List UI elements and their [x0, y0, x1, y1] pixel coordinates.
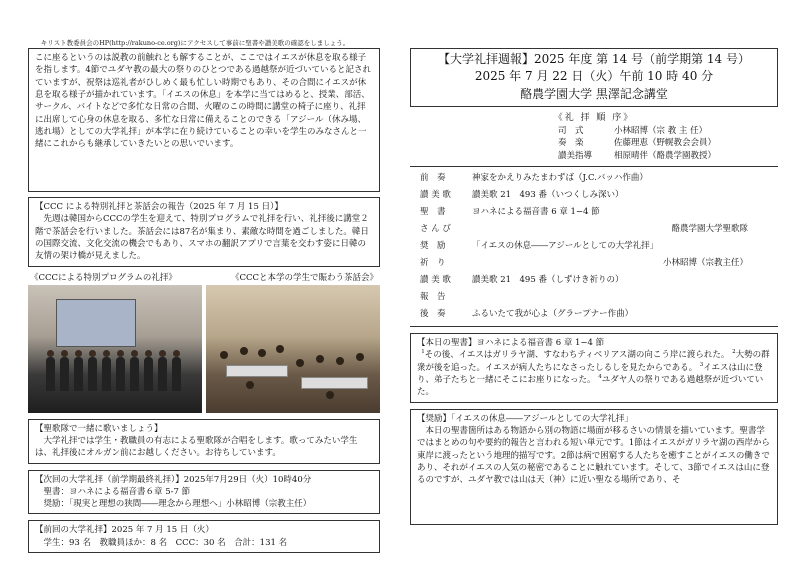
program-value: 「イエスの休息――アジールとしての大学礼拝」 [472, 241, 659, 252]
person [60, 357, 69, 391]
bulletin-datetime: 2025 年 7 月 22 日（火）午前 10 時 40 分 [474, 69, 714, 84]
program-value: 讃美歌 21 495 番（しずけき祈りの） [472, 275, 624, 286]
program-label: 後 奏 [420, 309, 446, 320]
staff-name: 相原晴伴（酪農学園教授） [614, 150, 717, 161]
verse-number: 1 [421, 349, 425, 356]
scripture-box [410, 333, 778, 403]
program-label: 前 奏 [420, 173, 446, 184]
program-label: 報 告 [420, 292, 446, 303]
person [158, 357, 167, 391]
photo-caption-tea: 《CCCと本学の学生で賑わう茶話会》 [230, 272, 378, 283]
program-value: 讃美歌 21 493 番（いつくしみ深い） [472, 190, 624, 201]
sermon-title: 【奨励】「イエスの休息――アジールとしての大学礼拝」 [417, 413, 633, 424]
table [301, 377, 368, 389]
staff-row [558, 137, 778, 149]
person [116, 357, 125, 391]
person [356, 353, 364, 361]
program-value: ふるいたて我が心よ（グラープナー作曲） [472, 309, 634, 320]
table [226, 365, 288, 377]
bulletin-venue: 酪農学園大学 黒澤記念講堂 [520, 86, 668, 101]
person [102, 357, 111, 391]
right-page [410, 48, 778, 548]
staff-role: 奏 楽 [558, 138, 584, 149]
program-row [410, 187, 778, 204]
person [326, 391, 334, 399]
tea-party-photo [206, 285, 380, 413]
person [336, 357, 344, 365]
sermon-box [410, 409, 778, 525]
intro-text: こに座るというのは説教の前触れとも解することが、ここではイエスが休息を取る様子を指します。4節でユダヤ教の最大の祭りのひとつである過越祭が近づいていると記されていますが、祝祭は巡礼者がひしめく最も忙しい時期でもあり、その合間にイエスが休息を取る様子が描かれています。「イエスの休息」を本学に当てはめると、授業、部活、サークル、バイトなどで多忙な日常の合間、火曜のこの時間に講堂の椅子に座り、礼拝に出席して心身の休息を取る、多忙な日常に備えることのできる「アジール（休み場、逃れ場）としての大学礼拝」が本学に在り続けていることの幸いを学生のみなさんと一緒にこれからも継承していきたいとの思いでいます。 [35, 53, 372, 150]
photo-row [28, 285, 380, 413]
program-row [410, 289, 778, 306]
person [276, 345, 284, 353]
next-worship-title: 【次回の大学礼拝（前学期最終礼拝）】2025年7月29日（火）10時40分 [35, 474, 312, 485]
person [316, 355, 324, 363]
program-label: 祈 り [420, 258, 446, 269]
order-heading: 《礼 拝 順 序》 [553, 113, 635, 124]
program-value [472, 289, 778, 306]
intro-box [28, 48, 380, 192]
program-row [410, 255, 778, 272]
sermon-body: 本日の聖書箇所はある物語から別の物語に場面が移るさいの情景を描いています。聖書学ではまとめの句や要約的報告と言われる短い単元です。1節はイエスがガリラヤ湖の西岸から東岸に渡ったという地理的描写です。2節は病で困窮する人たちを癒すことがイエスの働きであり、それがイエスの人気の秘密であることに触れています。そして、3節でイエスは山に登るのですが、ユダヤ教では山は天（神）に近い聖なる場所であり、そ [417, 425, 770, 486]
verse-1: その後、イエスはガリラヤ湖、すなわちティベリアス湖の向こう岸に渡られた。 [424, 350, 730, 361]
program-row [410, 238, 778, 255]
ccc-report-title: 【CCC による特別礼拝と茶話会の報告（2025 年 7 月 15 日）】 [35, 202, 283, 212]
program-value: 小林昭博（宗教主任） [662, 258, 748, 269]
choir-box [28, 419, 380, 464]
photo-captions [30, 271, 378, 283]
ccc-report-body: 先週は韓国からCCCの学生を迎えて、特別プログラムで礼拝を行い、礼拝後に講堂２階で茶話会を行いました。茶話会には87名が集まり、素敵な時間を過ごしました。韓日の国際交流、文化交流の機会でもあり、スマホの翻訳アプリで言葉を交わす姿に日韓の友情の架け橋が見えました。 [35, 214, 369, 262]
next-worship-box [28, 470, 380, 515]
program-value: 酪農学園大学聖歌隊 [671, 224, 748, 235]
program-row [410, 170, 778, 187]
prev-worship-box [28, 520, 380, 553]
scripture-title: 【本日の聖書】ヨハネによる福音書 6 章 1−4 節 [417, 338, 605, 349]
program-label: さ ん び [420, 224, 451, 235]
staff-row [558, 150, 778, 162]
program-row [410, 306, 778, 323]
person [258, 349, 266, 357]
projection-screen [56, 299, 136, 347]
staff-role: 讃美指導 [558, 150, 593, 161]
ccc-report-box [28, 197, 380, 267]
header-note: キリスト教委員会のHP(http://rakuno-ce.org)にアクセスして事前に聖書や讃美歌の確認をしましょう。 [40, 39, 350, 47]
staff-role: 司 式 [558, 126, 584, 137]
photo-caption-worship: 《CCCによる特別プログラムの礼拝》 [30, 272, 177, 283]
program-label: 讃 美 歌 [420, 190, 451, 201]
staff-row [558, 125, 778, 137]
person [246, 381, 254, 389]
person [130, 357, 139, 391]
next-worship-sermon: 奨励：「現実と理想の狭間――理念から理想へ」小林昭博（宗教主任） [43, 499, 312, 510]
program-row [410, 272, 778, 289]
bulletin-title-box [410, 48, 778, 107]
person [74, 357, 83, 391]
verse-2: 大勢の群衆が後を追った。イエスが病人たちになさったしるしを見たからである。 [417, 350, 770, 373]
person [88, 357, 97, 391]
staff-name: 小林昭博（宗 教 主 任） [614, 126, 708, 137]
verse-number: 4 [598, 374, 602, 381]
program-row [410, 221, 778, 238]
program-value: ヨハネによる福音書 6 章 1−4 節 [472, 207, 600, 218]
choir-body: 大学礼拝では学生・教職員の有志による聖歌隊が合唱をします。歌ってみたい学生は、礼拝後にオルガン前にお越しください。お待ちしています。 [35, 435, 358, 459]
worship-photo [28, 285, 202, 413]
prev-worship-title: 【前回の大学礼拝】2025 年 7 月 15 日（火） [35, 525, 214, 536]
scripture-text [417, 349, 771, 398]
program-list [410, 166, 778, 327]
program-label: 奨 励 [420, 241, 446, 252]
verse-number: 2 [732, 349, 736, 356]
verse-3: イエスは山に登り、弟子たちと一緒にそこにお座りになった。 [417, 362, 763, 386]
person [240, 347, 248, 355]
bulletin-title: 【大学礼拝週報】2025 年度 第 14 号（前学期第 14 号） [438, 52, 750, 66]
left-page [28, 48, 380, 548]
staff-name: 佐藤理恵（野幌教会会員） [614, 138, 717, 149]
person [172, 357, 181, 391]
choir-title: 【聖歌隊で一緒に歌いましょう】 [35, 423, 163, 434]
program-row [410, 204, 778, 221]
next-worship-scripture: 聖書：ヨハネによる福音書６章 5-7 節 [43, 486, 191, 497]
verse-number: 3 [699, 361, 704, 368]
person [296, 359, 304, 367]
program-value: 神家をかえりみたまわずば（J.C.バッハ作曲） [472, 173, 648, 184]
person [220, 351, 228, 359]
program-label: 讃 美 歌 [420, 275, 451, 286]
program-label: 聖 書 [420, 207, 446, 218]
staff-list [558, 125, 778, 162]
person [46, 357, 55, 391]
prev-worship-attendance: 学生：93 名 教職員ほか：8 名 CCC：30 名 合計：131 名 [43, 537, 288, 548]
verse-4: ユダヤ人の祭りである過越祭が近づいていた。 [417, 375, 764, 398]
person [144, 357, 153, 391]
